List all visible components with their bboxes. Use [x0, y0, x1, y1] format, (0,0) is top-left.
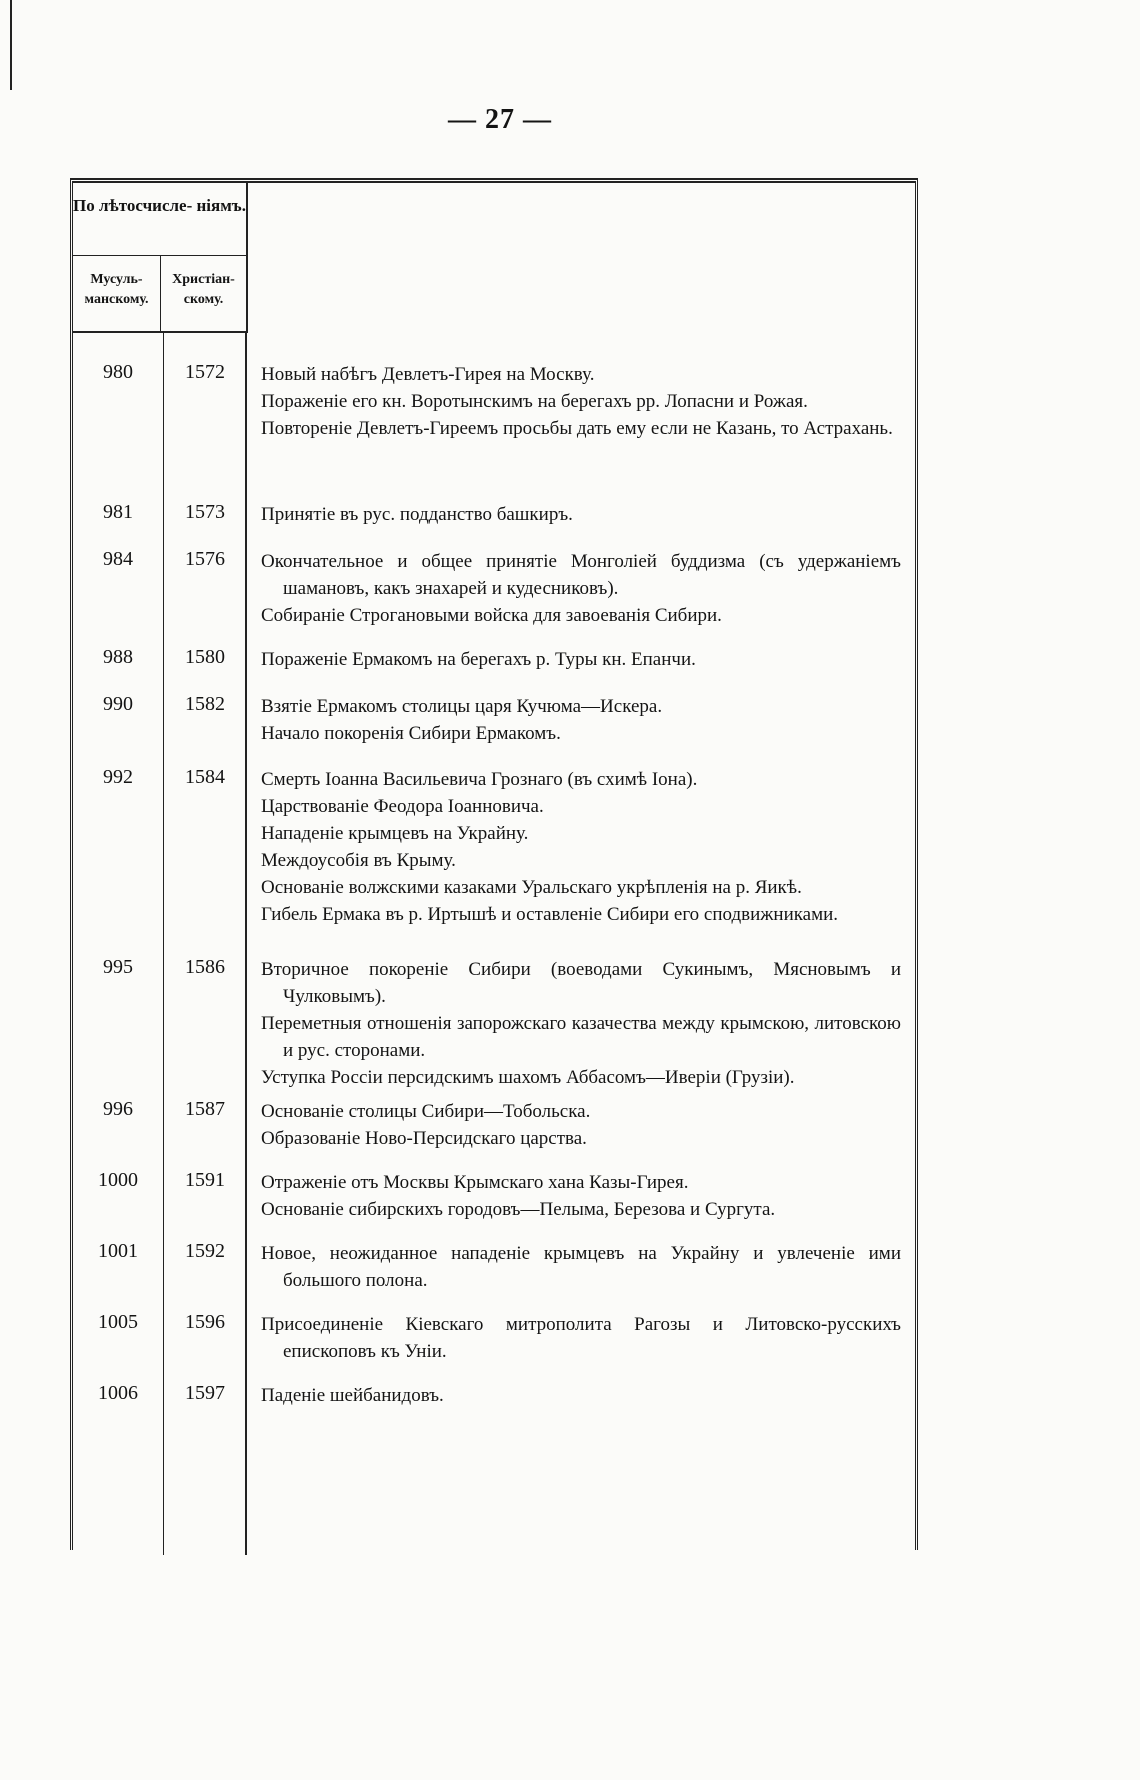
year-christian: 1587: [185, 1098, 225, 1120]
year-muslim: 981: [103, 501, 133, 523]
event-entry: Междоусобія въ Крыму.: [261, 850, 456, 871]
year-muslim: 995: [103, 956, 133, 978]
event-entry: Паденіе шейбанидовъ.: [261, 1385, 444, 1406]
event-entry: Начало покоренія Сибири Ермакомъ.: [261, 723, 561, 744]
year-muslim: 1006: [98, 1382, 138, 1404]
event-entry: Пораженіе его кн. Воротынскимъ на берегахъ рр. Лопасни и Рожая.: [261, 391, 808, 412]
year-muslim: 984: [103, 548, 133, 570]
event-entry: Повтореніе Девлетъ-Гиреемъ просьбы дать ему если не Казань, то Астрахань.: [261, 418, 893, 439]
event-entry: Образованіе Ново-Персидскаго царства.: [261, 1128, 587, 1149]
events-cell: [261, 646, 901, 673]
event-entry: Пораженіе Ермакомъ на берегахъ р. Туры кн. Епанчи.: [261, 649, 696, 670]
year-christian: 1573: [185, 501, 225, 523]
events-cell: [261, 693, 901, 747]
event-entry: Принятіе въ рус. подданство башкиръ.: [261, 504, 573, 525]
table-header: [73, 183, 248, 333]
page-edge-rule: [10, 0, 12, 90]
event-entry: Гибель Ермака въ р. Иртышѣ и оставленіе Сибири его сподвижниками.: [261, 904, 839, 925]
event-entry: Основаніе столицы Сибири—Тобольска.: [261, 1101, 591, 1122]
event-entry: Основаніе волжскими казаками Уральскаго укрѣпленія на р. Яикѣ.: [261, 877, 802, 898]
event-entry: Окончательное и общее принятіе Монголіей буддизма (съ удержаніемъ шамановъ, какъ знахарей и кудесниковъ).: [261, 551, 901, 599]
year-muslim: 988: [103, 646, 133, 668]
events-cell: [261, 1311, 901, 1365]
year-christian: 1591: [185, 1169, 225, 1191]
header-group-label: По лѣтосчисле- ніямъ.: [73, 183, 246, 256]
header-muslim-calendar: Мусуль- манскому.: [73, 256, 161, 331]
event-entry: Присоединеніе Кіевскаго митрополита Рагозы и Литовско-русскихъ епископовъ къ Уніи.: [261, 1314, 901, 1362]
year-muslim: 1001: [98, 1240, 138, 1262]
events-cell: [261, 361, 901, 442]
event-entry: Новое, неожиданное нападеніе крымцевъ на Украйну и увлеченіе ими большого полона.: [261, 1243, 901, 1291]
event-entry: Взятіе Ермакомъ столицы царя Кучюма—Искера.: [261, 696, 663, 717]
year-christian: 1592: [185, 1240, 225, 1262]
event-entry: Вторичное покореніе Сибири (воеводами Сукинымъ, Мясновымъ и Чулковымъ).: [261, 959, 901, 1007]
year-muslim: 1000: [98, 1169, 138, 1191]
events-cell: [261, 1240, 901, 1294]
events-cell: [261, 1098, 901, 1152]
event-entry: Царствованіе Феодора Іоанновича.: [261, 796, 544, 817]
events-cell: [261, 766, 901, 928]
event-entry: Нападеніе крымцевъ на Украйну.: [261, 823, 529, 844]
year-christian: 1576: [185, 548, 225, 570]
events-cell: [261, 501, 901, 528]
chronology-table: [70, 178, 918, 1550]
year-christian: 1586: [185, 956, 225, 978]
events-cell: [261, 548, 901, 629]
event-entry: Собираніе Строгановыми войска для завоеванія Сибири.: [261, 605, 722, 626]
event-entry: Основаніе сибирскихъ городовъ—Пелыма, Березова и Сургута.: [261, 1199, 776, 1220]
year-muslim: 996: [103, 1098, 133, 1120]
year-christian: 1580: [185, 646, 225, 668]
year-christian: 1596: [185, 1311, 225, 1333]
event-entry: Новый набѣгъ Девлетъ-Гирея на Москву.: [261, 364, 595, 385]
event-entry: Отраженіе отъ Москвы Крымскаго хана Казы-Гирея.: [261, 1172, 689, 1193]
events-cell: [261, 956, 901, 1091]
year-christian: 1572: [185, 361, 225, 383]
year-muslim: 980: [103, 361, 133, 383]
year-christian: 1584: [185, 766, 225, 788]
year-muslim: 992: [103, 766, 133, 788]
year-muslim: 1005: [98, 1311, 138, 1333]
year-muslim: 990: [103, 693, 133, 715]
events-cell: [261, 1382, 901, 1409]
events-cell: [261, 1169, 901, 1223]
event-entry: Смерть Іоанна Васильевича Грознаго (въ схимѣ Іона).: [261, 769, 698, 790]
page-number: — 27 —: [448, 104, 552, 135]
year-christian: 1582: [185, 693, 225, 715]
event-entry: Уступка Россіи персидскимъ шахомъ Аббасомъ—Иверіи (Грузіи).: [261, 1067, 795, 1088]
event-entry: Переметныя отношенія запорожскаго казачества между крымскою, литовскою и рус. сторонами.: [261, 1013, 901, 1061]
year-christian: 1597: [185, 1382, 225, 1404]
header-christian-calendar: Христіан- скому.: [172, 272, 235, 307]
